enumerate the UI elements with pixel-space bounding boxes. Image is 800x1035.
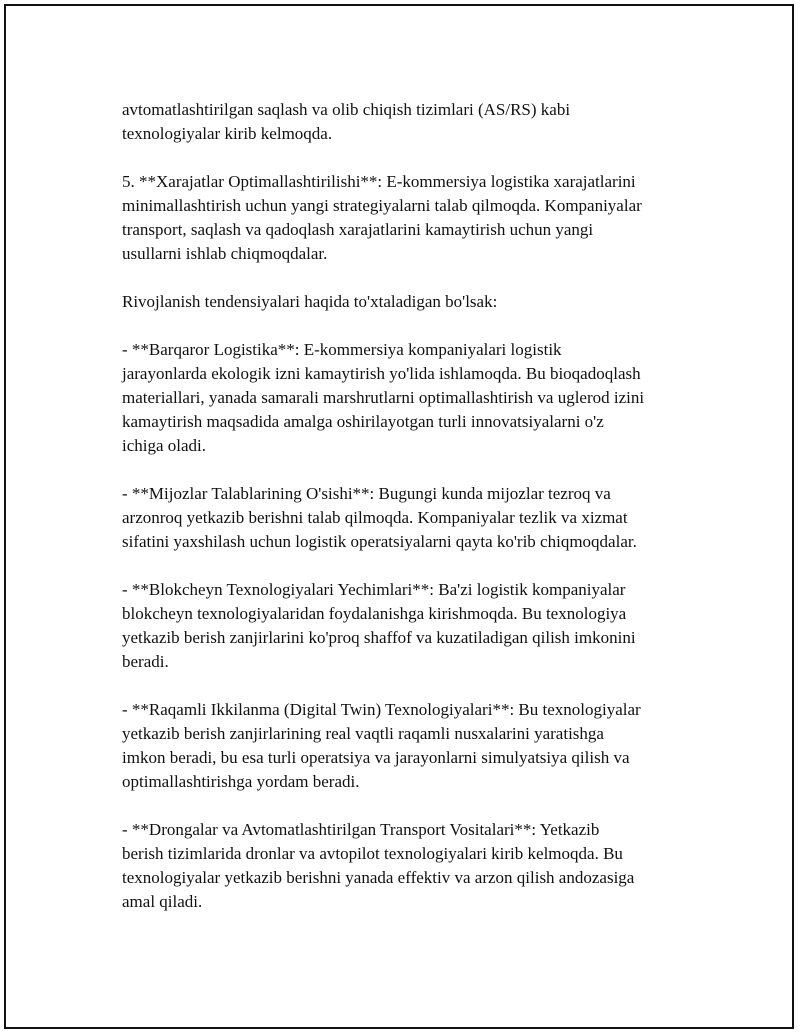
paragraph-asrs-continuation: avtomatlashtirilgan saqlash va olib chiqish tizimlari (AS/RS) kabi texnologiyalar kirib kelmoqda. (122, 100, 571, 143)
paragraph-drones: - **Drongalar va Avtomatlashtirilgan Transport Vositalari**: Yetkazib berish tizimlarida dronlar va avtopilot texnologiyalari kirib kelmoqda. Bu texnologiyalar yetkazib berishni yanada effektiv va arzon qilish andozasiga amal qiladi. (122, 820, 635, 911)
paragraph-trends-intro: Rivojlanish tendensiyalari haqida to'xtaladigan bo'lsak: (122, 292, 498, 311)
paragraph-customer-demands: - **Mijozlar Talablarining O'sishi**: Bugungi kunda mijozlar tezroq va arzonroq yetkazib berishni talab qilmoqda. Kompaniyalar tezlik va xizmat sifatini yaxshilash uchun logistik operatsiyalarni qayta ko'rib chiqmoqdalar. (122, 484, 637, 551)
paragraph-digital-twin: - **Raqamli Ikkilanma (Digital Twin) Texnologiyalari**: Bu texnologiyalar yetkazib berish zanjirlarining real vaqtli raqamli nusxalarini yaratishga imkon beradi, bu esa turli operatsiya va jarayonlarni simulyatsiya qilish va optimallashtirishga yordam beradi. (122, 700, 641, 791)
page-frame (4, 4, 794, 1029)
paragraph-cost-optimization: 5. **Xarajatlar Optimallashtirilishi**: E-kommersiya logistika xarajatlarini minimallashtirish uchun yangi strategiyalarni talab qilmoqda. Kompaniyalar transport, saqlash va qadoqlash xarajatlarini kamaytirish uchun yangi usullarni ishlab chiqmoqdalar. (122, 172, 642, 263)
document-body (122, 98, 700, 938)
paragraph-sustainable-logistics: - **Barqaror Logistika**: E-kommersiya kompaniyalari logistik jarayonlarda ekologik izni kamaytirish yo'lida ishlamoqda. Bu bioqadoqlash materiallari, yanada samarali marshrutlarni optimallashtirish va uglerod izini kamaytirish maqsadida amalga oshirilayotgan turli innovatsiyalarni o'z ichiga oladi. (122, 340, 645, 455)
paragraph-blockchain: - **Blokcheyn Texnologiyalari Yechimlari**: Ba'zi logistik kompaniyalar blokcheyn texnologiyalaridan foydalanishga kirishmoqda. Bu texnologiya yetkazib berish zanjirlarini ko'proq shaffof va kuzatiladigan qilish imkonini beradi. (122, 580, 636, 671)
